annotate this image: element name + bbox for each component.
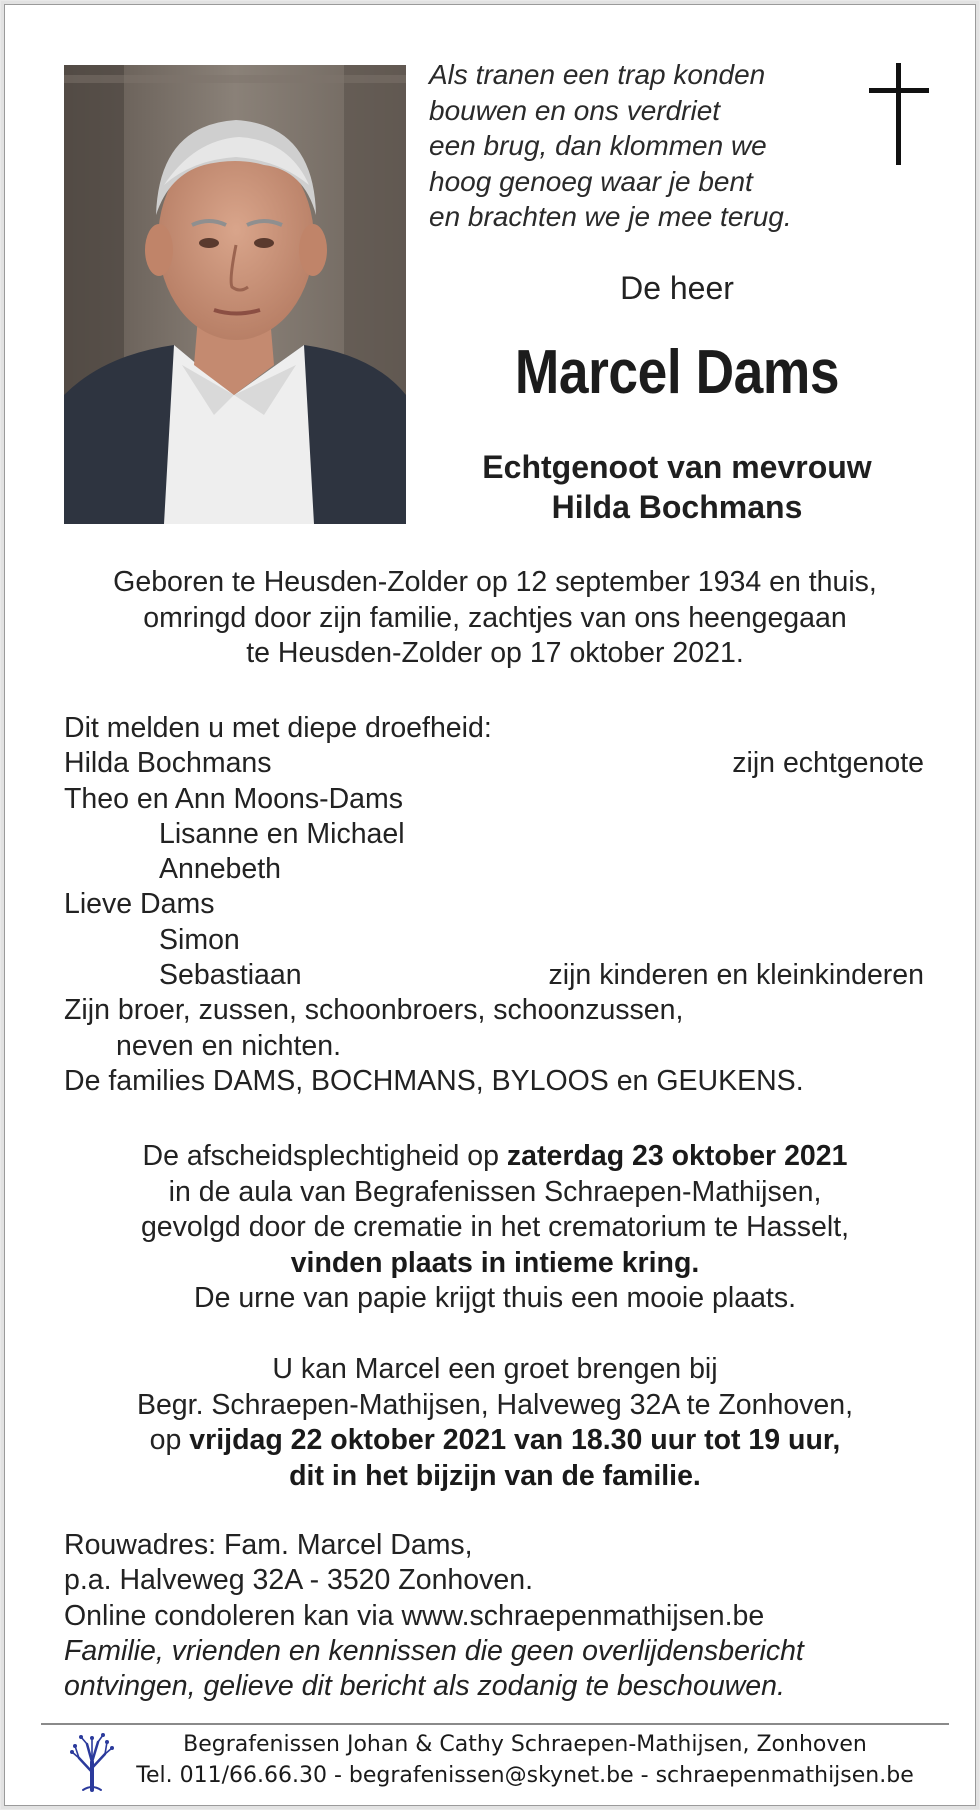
birth-line: Geboren te Heusden-Zolder op 12 september 1934 en thuis,: [113, 566, 877, 598]
address-line: Rouwadres: Fam. Marcel Dams,: [64, 1529, 473, 1561]
family-member: Lieve Dams: [64, 888, 215, 921]
deceased-name: Marcel Dams: [514, 338, 840, 407]
salutation: De heer: [620, 270, 734, 306]
family-member: Hilda Bochmans: [64, 747, 272, 780]
visit-datetime: vrijdag 22 oktober 2021 van 18.30 uur tot 19 uur,: [189, 1424, 841, 1456]
poem-line: hoog genoeg waar je bent: [429, 165, 753, 197]
visit-text: op: [149, 1424, 190, 1456]
family-row-spouse: [64, 746, 924, 781]
death-notice-card: [4, 4, 976, 1806]
birth-line: te Heusden-Zolder op 17 oktober 2021.: [246, 637, 744, 669]
family-grandchild: Annebeth: [159, 853, 282, 886]
visit-line: Begr. Schraepen-Mathijsen, Halveweg 32A te Zonhoven,: [136, 1388, 854, 1421]
ceremony-line: De urne van papie krijgt thuis een mooie plaats.: [193, 1282, 797, 1314]
notice-note: ontvingen, gelieve dit bericht als zodanig te beschouwen.: [64, 1670, 785, 1703]
ceremony-line: [45, 1139, 945, 1175]
tree-logo-icon: [67, 1732, 117, 1792]
family-siblings: neven en nichten.: [116, 1029, 342, 1062]
cross-icon: [869, 63, 929, 165]
family-grandchild: Lisanne en Michael: [159, 817, 405, 850]
notice-note: Familie, vrienden en kennissen die geen overlijdensbericht: [64, 1634, 804, 1667]
family-names: De families DAMS, BOCHMANS, BYLOOS en GEUKENS.: [64, 1064, 804, 1097]
address-block: [64, 1528, 934, 1704]
ceremony-paragraph: [45, 1139, 945, 1317]
address-line: p.a. Halveweg 32A - 3520 Zonhoven.: [64, 1564, 533, 1597]
ceremony-line: [45, 1246, 945, 1282]
family-grandchild: Sebastiaan: [159, 959, 302, 992]
spouse-info: [429, 447, 925, 527]
visit-emphasis: dit in het bijzijn van de familie.: [289, 1459, 701, 1492]
visit-line: U kan Marcel een groet brengen bij: [272, 1353, 718, 1385]
portrait-illustration: [64, 65, 406, 524]
ceremony-line: in de aula van Begrafenissen Schraepen-Mathijsen,: [168, 1175, 822, 1208]
birth-death-paragraph: [45, 565, 945, 672]
portrait-photo: [64, 65, 406, 524]
visit-line: [45, 1459, 945, 1495]
family-list: [64, 711, 924, 1099]
poem-line: en brachten we je mee terug.: [429, 201, 792, 232]
visitation-paragraph: [45, 1352, 945, 1494]
family-relation: zijn echtgenote: [732, 747, 924, 780]
poem-line: bouwen en ons verdriet: [429, 94, 721, 126]
funeral-home-name: Begrafenissen Johan & Cathy Schraepen-Mathijsen, Zonhoven: [183, 1732, 867, 1757]
footer-divider: [41, 1723, 949, 1725]
birth-line: omringd door zijn familie, zachtjes van ons heengegaan: [143, 601, 847, 634]
visit-line: [45, 1423, 945, 1459]
ceremony-text: De afscheidsplechtigheid op: [142, 1140, 507, 1172]
family-siblings: Zijn broer, zussen, schoonbroers, schoonzussen,: [64, 994, 684, 1027]
family-relation: zijn kinderen en kleinkinderen: [548, 959, 924, 992]
spouse-line: Echtgenoot van mevrouw: [482, 449, 872, 485]
funeral-home-contact: Tel. 011/66.66.30 - begrafenissen@skynet.be - schraepenmathijsen.be: [136, 1763, 914, 1788]
family-member: Theo en Ann Moons-Dams: [64, 782, 404, 815]
family-row-children: [64, 958, 924, 993]
ceremony-emphasis: vinden plaats in intieme kring.: [290, 1246, 700, 1279]
poem-line: een brug, dan klommen we: [429, 130, 767, 161]
ceremony-line: gevolgd door de crematie in het crematorium te Hasselt,: [140, 1211, 850, 1243]
poem: [429, 57, 859, 235]
ceremony-date: zaterdag 23 oktober 2021: [506, 1140, 848, 1172]
condolence-line: Online condoleren kan via www.schraepenmathijsen.be: [64, 1599, 765, 1632]
funeral-home-footer: [125, 1729, 925, 1791]
family-intro: Dit melden u met diepe droefheid:: [64, 712, 492, 744]
family-grandchild: Simon: [159, 923, 240, 956]
spouse-line: Hilda Bochmans: [551, 489, 803, 525]
poem-line: Als tranen een trap konden: [429, 59, 766, 90]
